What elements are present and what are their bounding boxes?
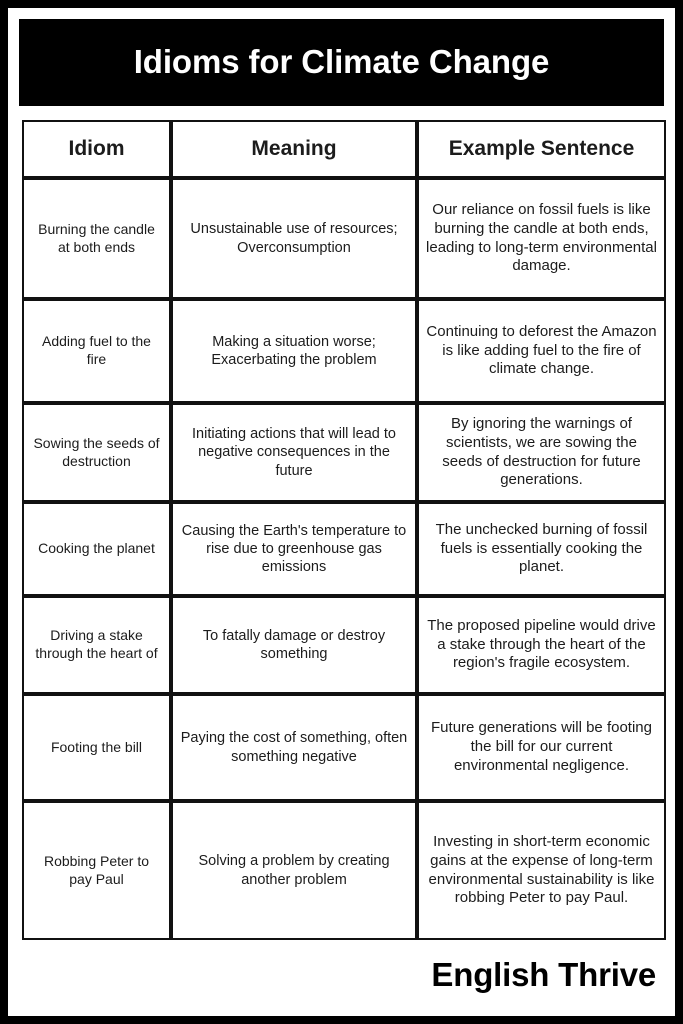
cell-idiom: Adding fuel to the fire bbox=[22, 299, 171, 403]
footer bbox=[11, 940, 672, 1013]
table-row bbox=[22, 299, 666, 403]
cell-example: Future generations will be footing the bill for our current environmental negligence. bbox=[417, 694, 666, 801]
column-header-idiom: Idiom bbox=[22, 120, 171, 178]
table-row bbox=[22, 694, 666, 801]
table-row bbox=[22, 502, 666, 596]
cell-example: By ignoring the warnings of scientists, we are sowing the seeds of destruction for future generations. bbox=[417, 403, 666, 502]
cell-idiom: Sowing the seeds of destruction bbox=[22, 403, 171, 502]
brand-logo-text: English Thrive bbox=[431, 956, 656, 993]
table-header-row bbox=[22, 120, 666, 178]
cell-idiom: Footing the bill bbox=[22, 694, 171, 801]
column-header-meaning: Meaning bbox=[171, 120, 417, 178]
table-body bbox=[22, 178, 666, 940]
page-title: Idioms for Climate Change bbox=[133, 43, 550, 81]
cell-meaning: Causing the Earth's temperature to rise due to greenhouse gas emissions bbox=[171, 502, 417, 596]
cell-example: The proposed pipeline would drive a stake through the heart of the region's fragile ecosystem. bbox=[417, 596, 666, 694]
cell-example: Our reliance on fossil fuels is like burning the candle at both ends, leading to long-term environmental damage. bbox=[417, 178, 666, 299]
table-row bbox=[22, 403, 666, 502]
cell-idiom: Burning the candle at both ends bbox=[22, 178, 171, 299]
cell-meaning: Paying the cost of something, often something negative bbox=[171, 694, 417, 801]
poster-inner-frame bbox=[8, 8, 675, 1016]
cell-example: Investing in short-term economic gains at the expense of long-term environmental sustainability is like robbing Peter to pay Paul. bbox=[417, 801, 666, 940]
table-header bbox=[22, 120, 666, 178]
cell-example: The unchecked burning of fossil fuels is essentially cooking the planet. bbox=[417, 502, 666, 596]
table-row bbox=[22, 596, 666, 694]
cell-idiom: Robbing Peter to pay Paul bbox=[22, 801, 171, 940]
table-row bbox=[22, 178, 666, 299]
cell-meaning: Unsustainable use of resources; Overconsumption bbox=[171, 178, 417, 299]
idiom-table bbox=[22, 120, 666, 940]
title-banner bbox=[19, 19, 664, 106]
cell-meaning: Making a situation worse; Exacerbating the problem bbox=[171, 299, 417, 403]
cell-example: Continuing to deforest the Amazon is like adding fuel to the fire of climate change. bbox=[417, 299, 666, 403]
table-row bbox=[22, 801, 666, 940]
cell-meaning: Initiating actions that will lead to negative consequences in the future bbox=[171, 403, 417, 502]
cell-meaning: To fatally damage or destroy something bbox=[171, 596, 417, 694]
cell-idiom: Driving a stake through the heart of bbox=[22, 596, 171, 694]
cell-idiom: Cooking the planet bbox=[22, 502, 171, 596]
column-header-example: Example Sentence bbox=[417, 120, 666, 178]
idiom-table-wrapper bbox=[22, 120, 661, 940]
cell-meaning: Solving a problem by creating another problem bbox=[171, 801, 417, 940]
